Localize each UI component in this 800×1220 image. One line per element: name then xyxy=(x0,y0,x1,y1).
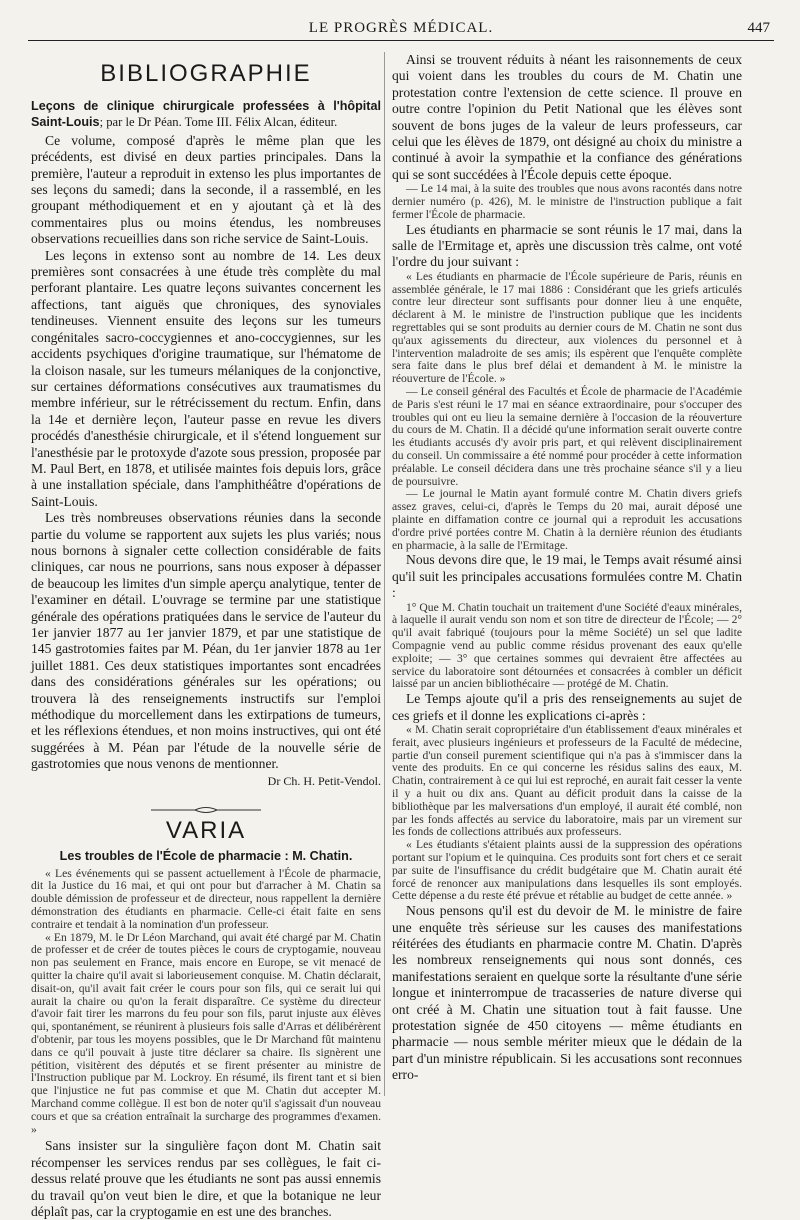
column-divider xyxy=(384,52,385,1096)
book-title: Leçons de clinique chirurgicale professées à l'hôpital Saint-Louis xyxy=(31,99,381,130)
article-paragraph: Le Temps ajoute qu'il a pris des renseignements au sujet de ces griefs et il donne les explications ci-après : xyxy=(392,691,742,723)
review-paragraph: Les leçons in extenso sont au nombre de 14. Les deux premières sont consacrées à une étude très complète du mal perforant plantaire. Les quatre leçons suivantes concernent les affections, tant aiguës que chroniques, des synoviales tendineuses. Viennent ensuite des leçons sur les tumeurs congénitales sacro-coccygiennes et ano-coccygiennes, sur les accidents psychiques d'origine traumatique, sur l'hématome de la cloison nasale, sur les tumeurs mélaniques de la conjonctive, sur certaines déformations consécutives aux traumatismes du membre inférieur, sur le rétrécissement du rectum. Enfin, dans la 14e et dernière leçon, l'auteur passe en revue les divers procédés d'anesthésie chirurgicale, et il s'étend longuement sur l'anesthésie par le protoxyde d'azote sous pression, proposée par M. Paul Bert, en 1878, et utilisée maintes fois depuis lors, grâce à une installation spéciale, dans l'amphithéâtre d'opérations de Saint-Louis. xyxy=(31,247,381,509)
page-number: 447 xyxy=(747,20,770,36)
news-paragraph: — Le 14 mai, à la suite des troubles que nous avons racontés dans notre dernier numéro (p. 426), M. le ministre de l'instruction publique a fait fermer l'École de pharmacie. xyxy=(392,182,742,221)
news-paragraph: — Le journal le Matin ayant formulé contre M. Chatin divers griefs assez graves, celui-ci, d'après le Temps du 20 mai, aurait déposé une plainte en diffamation contre ce journal qui a reproduit les accusations d'ordre privé portées contre M. Chatin à la dernière réunion des étudiants en pharmacie, à la salle de l'Ermitage. xyxy=(392,487,742,552)
article-paragraph: Sans insister sur la singulière façon dont M. Chatin sait récompenser les services rendus par ses collègues, le fait ci-dessus relaté prouve que les étudiants ne sont pas aussi ennemis du travail qu'on veut bien le dire, et que la botanique ne leur déplaît pas, car la cryptogamie en est une des branches. xyxy=(31,1138,381,1220)
review-paragraph: Ce volume, composé d'après le même plan que les précédents, est divisé en deux parties principales. Dans la première, l'auteur a reproduit in extenso les plus importantes de ses leçons du samedi; dans la seconde, il a rassemblé, en les groupant méthodiquement et en y ajoutant çà et là des commentaires plus ou moins étendus, les nombreuses observations recueillies dans son riche service de Saint-Louis. xyxy=(31,132,381,247)
quoted-paragraph: « En 1879, M. le Dr Léon Marchand, qui avait été chargé par M. Chatin de professer et de créer de toutes pièces le cours de cryptogamie, nouveau non pas seulement en France, mais encore en Europe, se vit menacé de quitter la chaire qu'il avait si laborieusement conquise. M. Chatin déclarait, disait-on, qu'il avait fait créer le cours pour son fils, qui ce serait lui qui aurait la chaire ou qu'on la ferait disparaître. Ce système du directeur d'avoir fait tirer les marrons du feu pour son fils, parut injuste aux élèves qui, spontanément, se réunirent à plusieurs fois salle d'Arras et délibérèrent d'obtenir, par tous les moyens possibles, que le Dr Marchand fût maintenu dans ce qu'il pouvait à juste titre déclarer sa chaire. Ils signèrent une pétition, visitèrent des députés et se firent présenter au ministre de l'Instruction publique par M. Lockroy. En résumé, ils firent tant et si bien que l'injustice ne fut pas commise et que M. Chatin dut accepter M. Marchand comme collègue. Il est bon de noter qu'il s'agissait d'un nouveau cours et que sa création entraînait la surcharge des programmes d'examen. » xyxy=(31,930,381,1136)
review-paragraph: Les très nombreuses observations réunies dans la seconde partie du volume se rapportent aux sujets les plus variés; nous nous bornons à signaler cette collection considérable de faits cliniques, car nous ne pourrions, sans nous exposer à dépasser de beaucoup les limites d'un simple aperçu analytique, tenter de l'examiner en détail. L'ouvrage se termine par une statistique générale des opérations pratiquées dans le service de l'auteur du 1er janvier 1877 au 1er janvier 1879, et par une statistique de 145 gastrotomies faites par M. Péan, du 1er janvier 1878 au 1er juillet 1881. Ces deux statistiques importantes sont encadrées dans des considérations générales sur les opérations; ou trouvera là des renseignements instructifs sur l'emploi méthodique du morcellement dans les extirpations de tumeurs, et les réflexions étendues, et non moins instructives, qui ont été suggérées à M. Péan par l'étude de la nouvelle série de gastrotomies que nous venons de mentionner. xyxy=(31,510,381,772)
article-title: Les troubles de l'École de pharmacie : M. Chatin. xyxy=(59,848,353,863)
article-paragraph: Nous pensons qu'il est du devoir de M. le ministre de faire une enquête très sérieuse sur les causes des manifestations réitérées des étudiants en pharmacie contre M. Chatin. D'après les nombreux renseignements qui nous sont donnés, ces manifestations seraient en quelque sorte la résultante d'une série longue et ininterrompue de tracasseries de nature diverse qui ont créé à M. Chatin une situation tout à fait fausse. Une protestation signée de 450 citoyens — même étudiants en pharmacie — nous semble mériter mieux que le dédain de la part d'un ministre républicain. Si les accusations sont reconnues erro- xyxy=(392,903,742,1083)
accusations-list: 1° Que M. Chatin touchait un traitement d'une Société d'eaux minérales, à laquelle il aurait vendu son nom et son titre de directeur de l'École; — 2° qu'il avait fabriqué (toujours pour la même Société) un sel que ladite Compagnie vend au public comme résidus provenant des eaux qu'elle exploite; — 3° que certaines sommes qui devraient être affectées au service du laboratoire sont détournées et consacrées à combler un déficit laissé par un ancien bibliothécaire — protégé de M. Chatin. xyxy=(392,600,742,691)
news-paragraph: — Le conseil général des Facultés et École de pharmacie de l'Académie de Paris s'est réuni le 17 mai en séance extraordinaire, pour s'occuper des troubles qui ont eu lieu la semaine dernière à l'occasion de la réouverture du cours de M. Chatin. Il a décidé qu'une information serait ouverte contre les étudiants accusés d'y avoir pris part, et qui relèvent disciplinairement du conseil. Un commissaire a été nommé pour procéder à cette information préalable. Le conseil décidera dans une très prochaine séance s'il y a lieu de poursuivre. xyxy=(392,385,742,488)
book-meta: ; par le Dr Péan. Tome III. Félix Alcan, éditeur. xyxy=(99,115,338,130)
quoted-paragraph: « Les événements qui se passent actuellement à l'École de pharmacie, dit la Justice du 16 mai, et qui ont pour but d'arracher à M. Chatin sa double démission de professeur et de directeur, nous rappellent la dernière démonstration des étudiants en pharmacie. Celle-ci était faite en sens contraire et tendait à la nomination d'un professeur. xyxy=(31,866,381,931)
article-paragraph: Nous devons dire que, le 19 mai, le Temps avait résumé ainsi qu'il suit les principales accusations formulées contre M. Chatin : xyxy=(392,552,742,601)
right-column xyxy=(392,52,742,1084)
page-header xyxy=(28,16,774,41)
article-paragraph: Ainsi se trouvent réduits à néant les raisonnements de ceux qui voient dans les troubles du cours de M. Chatin une protestation contre l'extension de cette science. Il prouve en outre contre l'opinion du Petit National que les élèves sont souvent de bons juges de la valeur de leurs professeurs, car celui que les élèves de 1879, ont désigné au choix du ministre a continué à avoir la sympathie et la confiance des générations qui se sont succédées à l'École depuis cette époque. xyxy=(392,52,742,182)
review-signature: Dr Ch. H. Petit-Vendol. xyxy=(267,773,381,788)
bibliographie-heading: BIBLIOGRAPHIE xyxy=(100,60,312,87)
section-ornament xyxy=(31,801,381,811)
left-column xyxy=(31,52,381,1220)
book-reference xyxy=(31,98,381,131)
quoted-paragraph: « M. Chatin serait copropriétaire d'un établissement d'eaux minérales et ferait, avec plusieurs ingénieurs et professeurs de la Faculté de médecine, partie d'un conseil purement scientifique qui n'a pas à s'immiscer dans la vente des produits. En ce qui concerne les résidus salins des eaux, M. Chatin, contrairement à ce qui lui est reproché, en aurait fait cesser la vente il y a huit ou dix ans. Quant au déficit produit dans la caisse de la bibliothèque par les malversations d'un employé, il aurait été comblé, non par les fonds affectés au service du laboratoire, mais par un virement sur les fonds de collections attribués aux professeurs. xyxy=(392,723,742,839)
quoted-paragraph: « Les étudiants s'étaient plaints aussi de la suppression des opérations portant sur l'opium et le quinquina. Ces produits sont fort chers et ce serait par suite de l'insuffisance du crédit budgétaire que M. Chatin aurait été forcé de renoncer aux manipulations dans lesquelles ils sont employés. Cette dépense a du reste été prévue et rétablie au budget de cette année. » xyxy=(392,838,742,903)
article-paragraph: Les étudiants en pharmacie se sont réunis le 17 mai, dans la salle de l'Ermitage et, après une discussion très calme, ont voté l'ordre du jour suivant : xyxy=(392,221,742,270)
varia-heading: VARIA xyxy=(165,816,247,844)
running-title: LE PROGRÈS MÉDICAL. xyxy=(308,20,494,36)
quoted-paragraph: « Les étudiants en pharmacie de l'École supérieure de Paris, réunis en assemblée générale, le 17 mai 1886 : Considérant que les griefs articulés contre leur directeur sont suffisants pour donner lieu à une enquête, déclarent à M. le ministre de l'instruction publique que les incidents regrettables qui se sont produits au dernier cours de M. Chatin ne sont dus qu'aux agissements du directeur, aux violences du personnel et à l'intervention maladroite de ses amis; ils espèrent que l'enquête complète sera faite dans le plus bref délai et demandent à M. le ministre la réouverture de l'École. » xyxy=(392,269,742,386)
